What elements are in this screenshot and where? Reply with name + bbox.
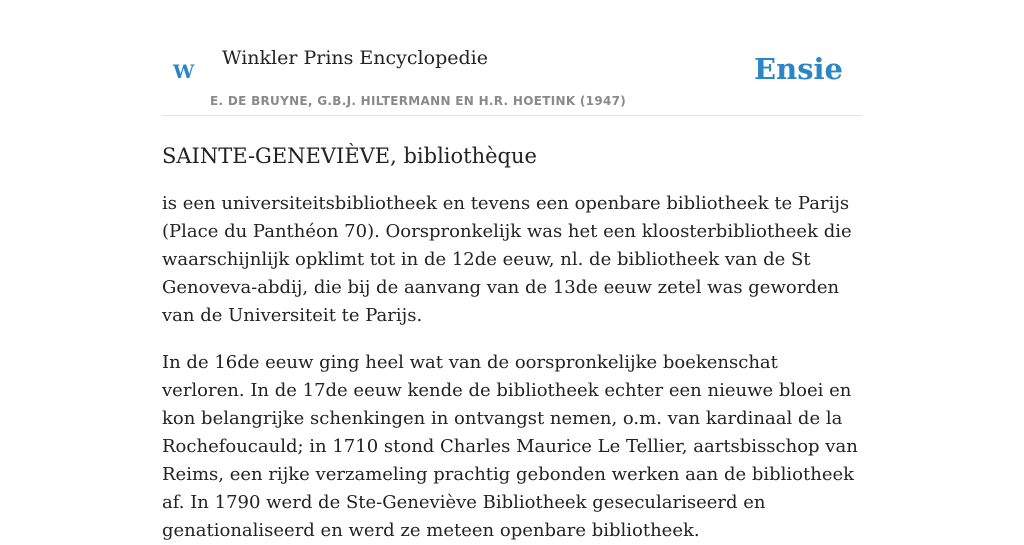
winkler-prins-logo[interactable]: w — [173, 54, 195, 85]
authors-line: E. DE BRUYNE, G.B.J. HILTERMANN EN H.R. HOETINK (1947) — [210, 94, 627, 108]
article-paragraph: is een universiteitsbibliotheek en tevens een openbare bibliotheek te Parijs (Place du Panthéon 70). Oorspronkelijk was het een kloosterbibliotheek die waarschijnlijk opklimt tot in de 12de eeuw, nl. de bibliotheek van de St Genoveva-abdij, die bij de aanvang van de 13de eeuw zetel was geworden van de Universiteit te Parijs. — [162, 193, 852, 326]
article-page — [162, 0, 862, 545]
ensie-logo-link[interactable]: Ensie — [754, 52, 843, 86]
header — [162, 0, 862, 116]
article-body — [162, 190, 862, 545]
encyclopedia-name[interactable]: Winkler Prins Encyclopedie — [222, 47, 488, 69]
article-paragraph: In de 16de eeuw ging heel wat van de oorspronkelijke boekenschat verloren. In de 17de eeuw kende de bibliotheek echter een nieuwe bloei en kon belangrijke schenkingen in ontvangst nemen, o.m. van kardinaal de la Rochefoucauld; in 1710 stond Charles Maurice Le Tellier, aartsbisschop van Reims, een rijke verzameling prachtig gebonden werken aan de bibliotheek af. In 1790 werd de Ste-Geneviève Bibliotheek geseculariseerd en genationaliseerd en werd ze meteen openbare bibliotheek. — [162, 352, 858, 541]
page-title: SAINTE-GENEVIÈVE, bibliothèque — [162, 144, 537, 168]
